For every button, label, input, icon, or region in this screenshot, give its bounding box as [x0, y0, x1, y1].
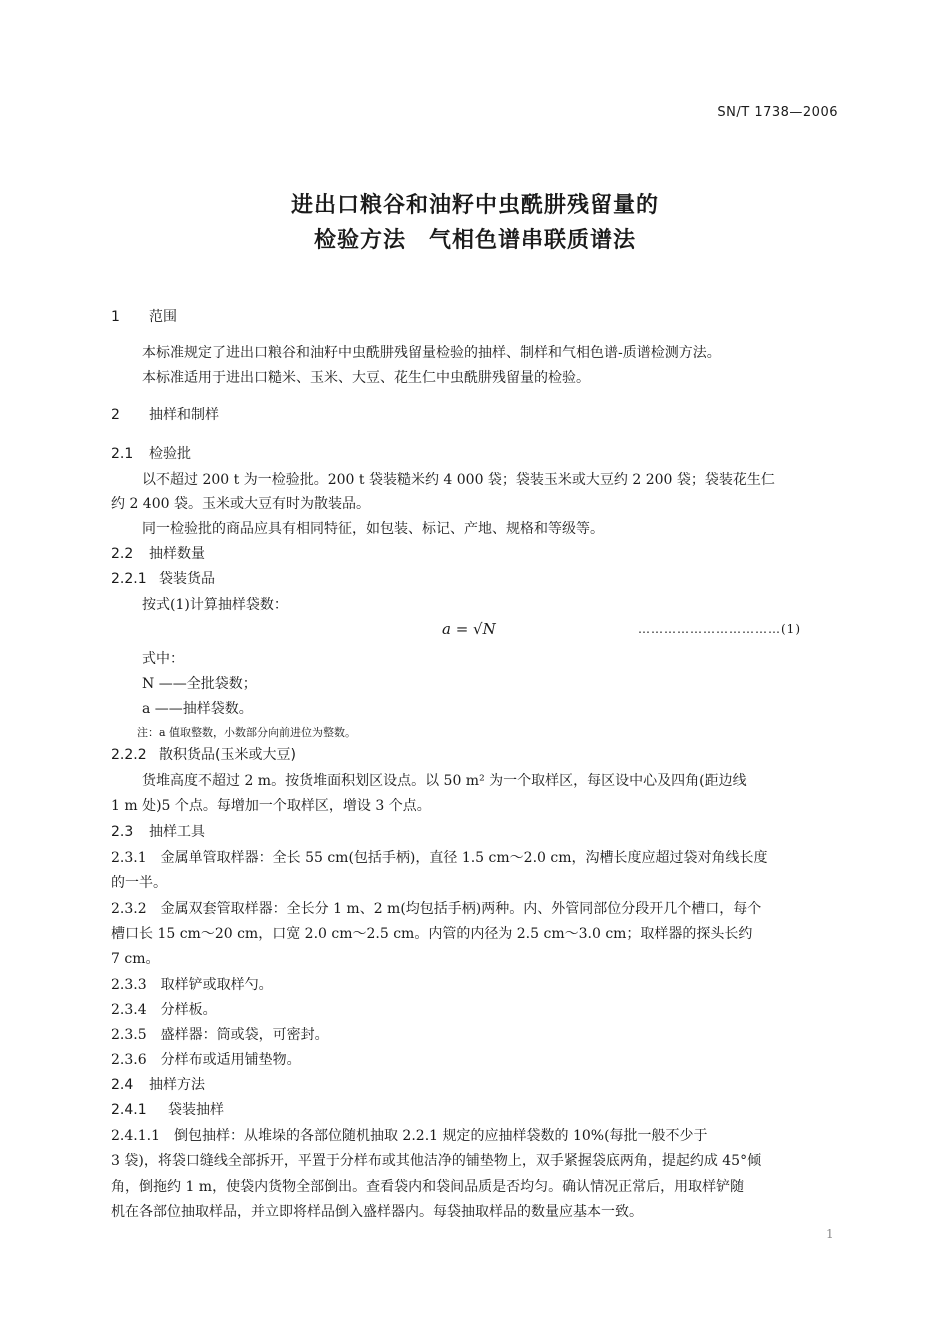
paragraph: 槽口长 15 cm～20 cm，口宽 2.0 cm～2.5 cm。内管的内径为 2.5 cm～3.0 cm；取样器的探头长约: [111, 926, 753, 942]
paragraph: 以不超过 200 t 为一检验批。200 t 袋装糙米约 4 000 袋；袋装玉米或大豆约 2 200 袋；袋装花生仁: [142, 472, 775, 488]
formula-label: ……………………………(1): [638, 622, 801, 636]
section-title: 抽样工具: [149, 824, 205, 840]
section-title: 抽样和制样: [149, 407, 219, 423]
paragraph: 约 2 400 袋。玉米或大豆有时为散装品。: [111, 496, 370, 512]
paragraph: 角，倒拖约 1 m，使袋内货物全部倒出。查看袋内和袋间品质是否均匀。确认情况正常后，用取样铲随: [111, 1179, 745, 1195]
paragraph: 2.3.3 取样铲或取样勺。: [111, 977, 273, 993]
section-2-2-2-heading: [111, 744, 296, 764]
section-number: 2.2.2: [111, 747, 147, 763]
section-number: 2.1: [111, 446, 134, 462]
paragraph: 7 cm。: [111, 951, 160, 967]
paragraph: 2.3.6 分样布或适用铺垫物。: [111, 1052, 301, 1068]
section-2-2-1-heading: [111, 568, 215, 588]
paragraph: 2.4.1.1 倒包抽样：从堆垛的各部位随机抽取 2.2.1 规定的应抽样袋数的 10%(每批一般不少于: [111, 1128, 708, 1144]
paragraph: 按式(1)计算抽样袋数：: [142, 597, 288, 613]
paragraph: 本标准规定了进出口粮谷和油籽中虫酰肼残留量检验的抽样、制样和气相色谱-质谱检测方法。: [142, 345, 721, 361]
section-number: 2: [111, 407, 120, 423]
paragraph: 2.3.5 盛样器：筒或袋，可密封。: [111, 1027, 329, 1043]
standard-number: SN/T 1738—2006: [717, 105, 838, 120]
variable-definition: a ——抽样袋数。: [142, 701, 253, 717]
section-title: 范围: [149, 309, 177, 325]
document-title-line1: 进出口粮谷和油籽中虫酰肼残留量的: [290, 193, 659, 218]
section-title: 散积货品(玉米或大豆): [159, 747, 296, 763]
paragraph: 同一检验批的商品应具有相同特征，如包装、标记、产地、规格和等级等。: [142, 521, 604, 537]
section-number: 2.4: [111, 1077, 134, 1093]
section-number: 2.2.1: [111, 571, 147, 587]
section-title: 检验批: [149, 446, 191, 462]
variable-definition: N ——全批袋数；: [142, 676, 257, 692]
paragraph: 3 袋)，将袋口缝线全部拆开，平置于分样布或其他洁净的铺垫物上，双手紧握袋底两角，提起约成 45°倾: [111, 1153, 762, 1169]
paragraph: 2.3.4 分样板。: [111, 1002, 217, 1018]
paragraph: 机在各部位抽取样品，并立即将样品倒入盛样器内。每袋抽取样品的数量应基本一致。: [111, 1204, 643, 1220]
section-number: 1: [111, 309, 120, 325]
section-2-1-heading: [111, 443, 191, 463]
section-number: 2.4.1: [111, 1102, 147, 1118]
section-2-3-heading: [111, 821, 205, 841]
section-2-4-1-heading: [111, 1099, 224, 1119]
section-2-heading: [111, 404, 219, 424]
section-title: 袋装抽样: [168, 1102, 224, 1118]
section-number: 2.3: [111, 824, 134, 840]
document-title-line2: 检验方法 气相色谱串联质谱法: [313, 228, 636, 253]
paragraph: 的一半。: [111, 875, 167, 891]
where-label: 式中：: [142, 651, 184, 667]
page-number: 1: [826, 1227, 834, 1241]
section-number: 2.2: [111, 546, 134, 562]
section-2-2-heading: [111, 543, 205, 563]
section-title: 抽样方法: [149, 1077, 205, 1093]
paragraph: 2.3.1 金属单管取样器：全长 55 cm(包括手柄)，直径 1.5 cm～2.0 cm，沟槽长度应超过袋对角线长度: [111, 850, 768, 866]
section-title: 袋装货品: [159, 571, 215, 587]
paragraph: 本标准适用于进出口糙米、玉米、大豆、花生仁中虫酰肼残留量的检验。: [142, 370, 590, 386]
paragraph: 货堆高度不超过 2 m。按货堆面积划区设点。以 50 m² 为一个取样区，每区设中心及四角(距边线: [142, 773, 747, 789]
section-title: 抽样数量: [149, 546, 205, 562]
paragraph: 1 m 处)5 个点。每增加一个取样区，增设 3 个点。: [111, 798, 431, 814]
formula: a = √N: [442, 620, 496, 638]
paragraph: 2.3.2 金属双套管取样器：全长分 1 m、2 m(均包括手柄)两种。内、外管同部位分段开几个槽口，每个: [111, 901, 762, 917]
note: 注：a 值取整数，小数部分向前进位为整数。: [137, 726, 357, 739]
section-1-heading: [111, 306, 177, 326]
section-2-4-heading: [111, 1074, 205, 1094]
